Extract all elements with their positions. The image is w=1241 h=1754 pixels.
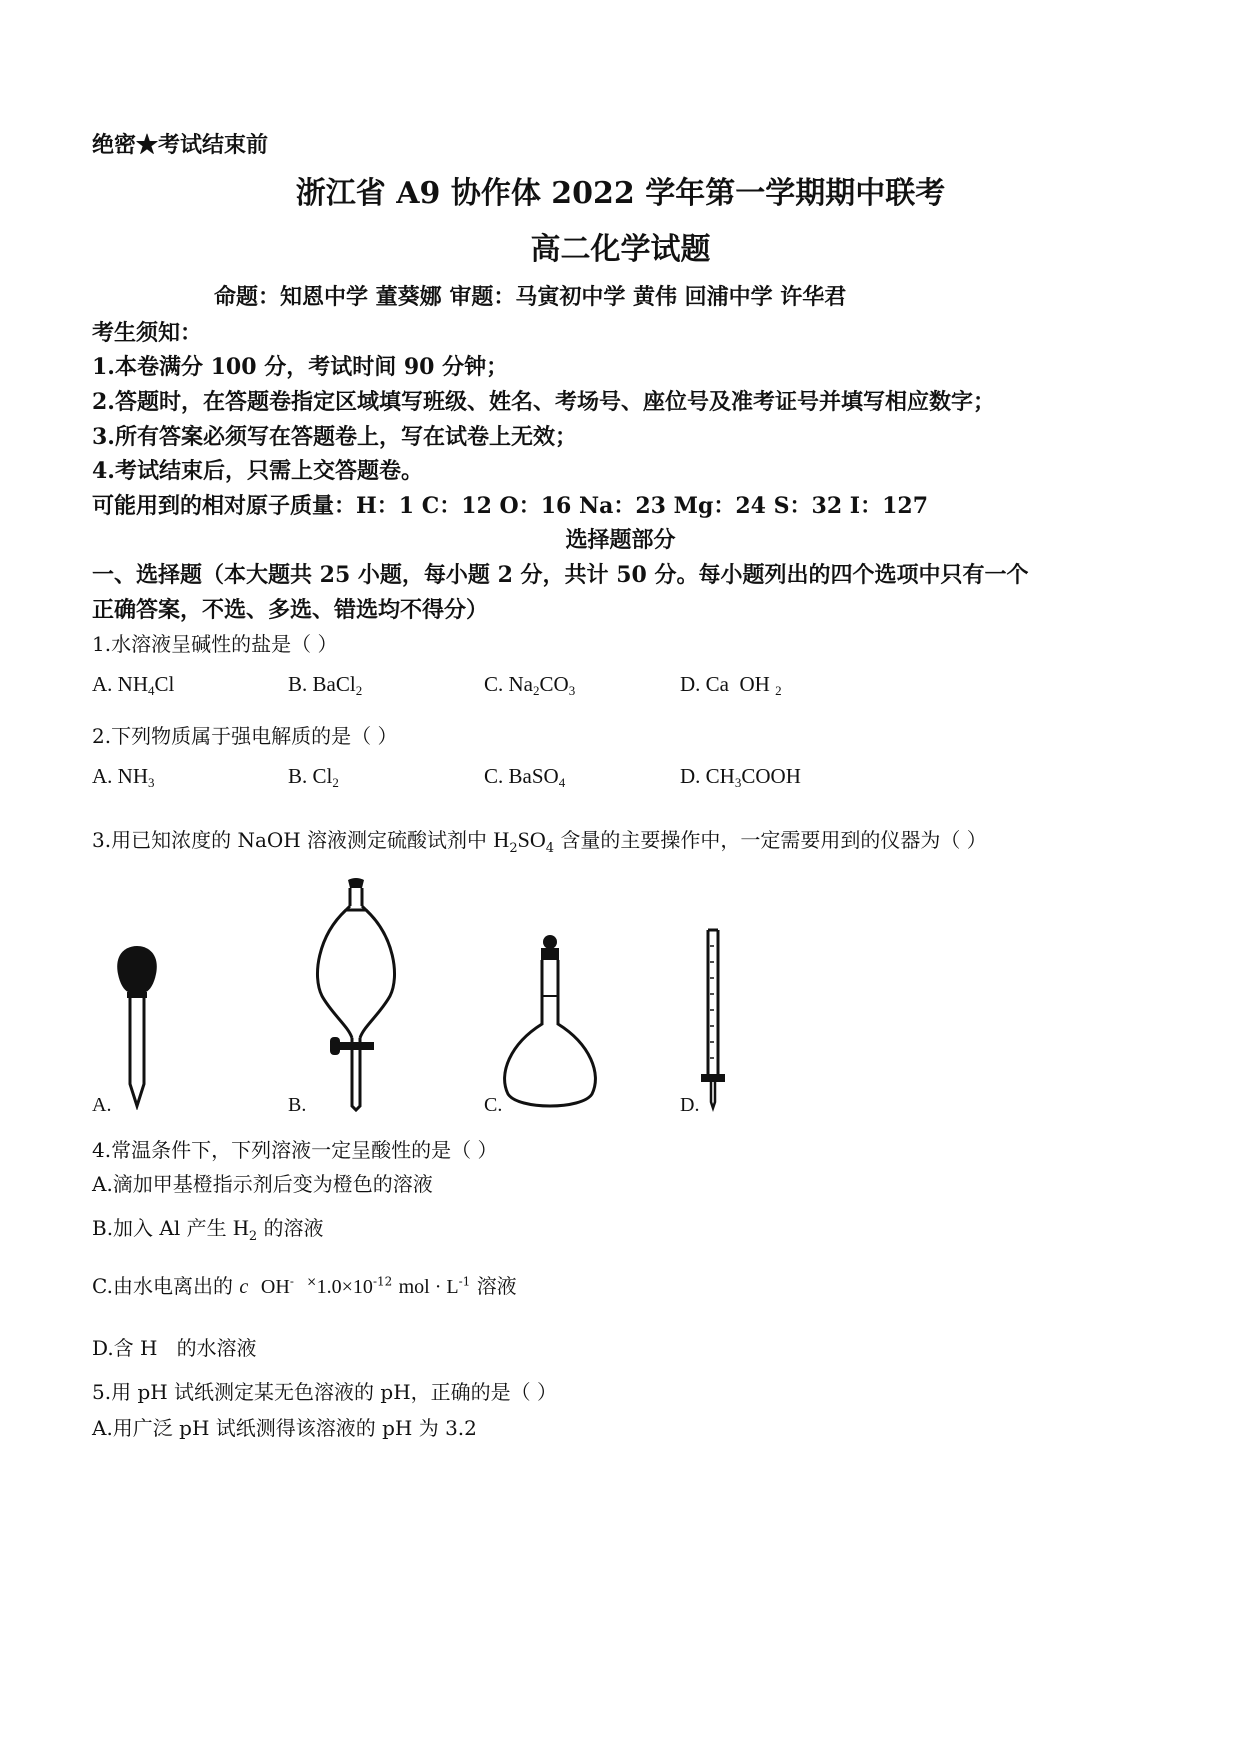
q3-option-a-label: A. [92,1094,112,1116]
q4-option-b: B.加入 Al 产生 $H_2$ 的溶液 [92,1215,324,1244]
q2-option-c: C. BaSO$_4$ [484,764,566,790]
section-heading: 正确答案，不选、多选、错选均不得分） [92,597,489,623]
notice-heading: 考生须知： [92,320,203,346]
notice-item: 4.考试结束后，只需上交答题卷。 [92,458,423,484]
exam-title: 浙江省 A9 协作体 2022 学年第一学期期中联考 [295,176,946,211]
q2-option-d: D. $CH_3COOH$ [680,764,801,790]
q1-option-c: C. $Na_2CO_3$ [484,672,576,698]
atomic-mass-line: 可能用到的相对原子质量：H：1 C：12 O：16 Na：23 Mg：24 S：32 I：127 [92,493,929,519]
section-part-title: 选择题部分 [565,527,676,553]
q1-option-b: B. BaCl$_2$ [288,672,363,698]
notice-item: 1.本卷满分 100 分，考试时间 90 分钟； [92,354,509,380]
q3-option-b-label: B. [288,1094,307,1116]
question-4-stem: 4.常温条件下，下列溶液一定呈酸性的是（ ） [92,1138,498,1162]
q2-option-a: A. $NH_3$ [92,764,155,790]
q4-option-c: C.由水电离出的 c OH- $^\times 1.0\times 10^{-12}$ mol · $L^{-1}$ 溶液 [92,1274,517,1298]
q1-option-a: A. $NH_4Cl$ [92,672,175,698]
authors-line: 命题：知恩中学 董葵娜 审题：马寅初中学 黄伟 回浦中学 许华君 [214,284,847,310]
dropper-icon [112,944,162,1110]
q5-option-a: A.用广泛 pH 试纸测得该溶液的 pH 为 3.2 [92,1416,477,1440]
separatory-funnel-icon [312,876,400,1112]
question-1-stem: 1.水溶液呈碱性的盐是（ ） [92,632,338,656]
q4-option-d: D.含 H 的水溶液 [92,1336,257,1360]
q3-option-c-label: C. [484,1094,503,1116]
question-2-stem: 2.下列物质属于强电解质的是（ ） [92,724,398,748]
notice-item: 3.所有答案必须写在答题卷上，写在试卷上无效； [92,424,577,450]
question-5-stem: 5.用 pH 试纸测定某无色溶液的 pH，正确的是（ ） [92,1380,557,1404]
q2-option-b: B. $Cl_2$ [288,764,339,790]
burette-icon [698,926,728,1112]
question-3-stem: 3.用已知浓度的 NaOH 溶液测定硫酸试剂中 $H_2SO_4$ 含量的主要操作中，一定需要用到的仪器为（ ） [92,827,987,856]
volumetric-flask-icon [500,934,600,1114]
exam-subtitle: 高二化学试题 [530,232,711,267]
q1-option-d: D. Ca OH $_2$ [680,672,782,698]
notice-item: 2.答题时，在答题卷指定区域填写班级、姓名、考场号、座位号及准考证号并填写相应数字； [92,389,995,415]
q4-option-a: A.滴加甲基橙指示剂后变为橙色的溶液 [92,1172,433,1196]
secret-label: 绝密★考试结束前 [92,132,269,158]
section-heading: 一、选择题（本大题共 25 小题，每小题 2 分，共计 50 分。每小题列出的四个选项中只有一个 [92,562,1029,588]
q3-option-d-label: D. [680,1094,700,1116]
